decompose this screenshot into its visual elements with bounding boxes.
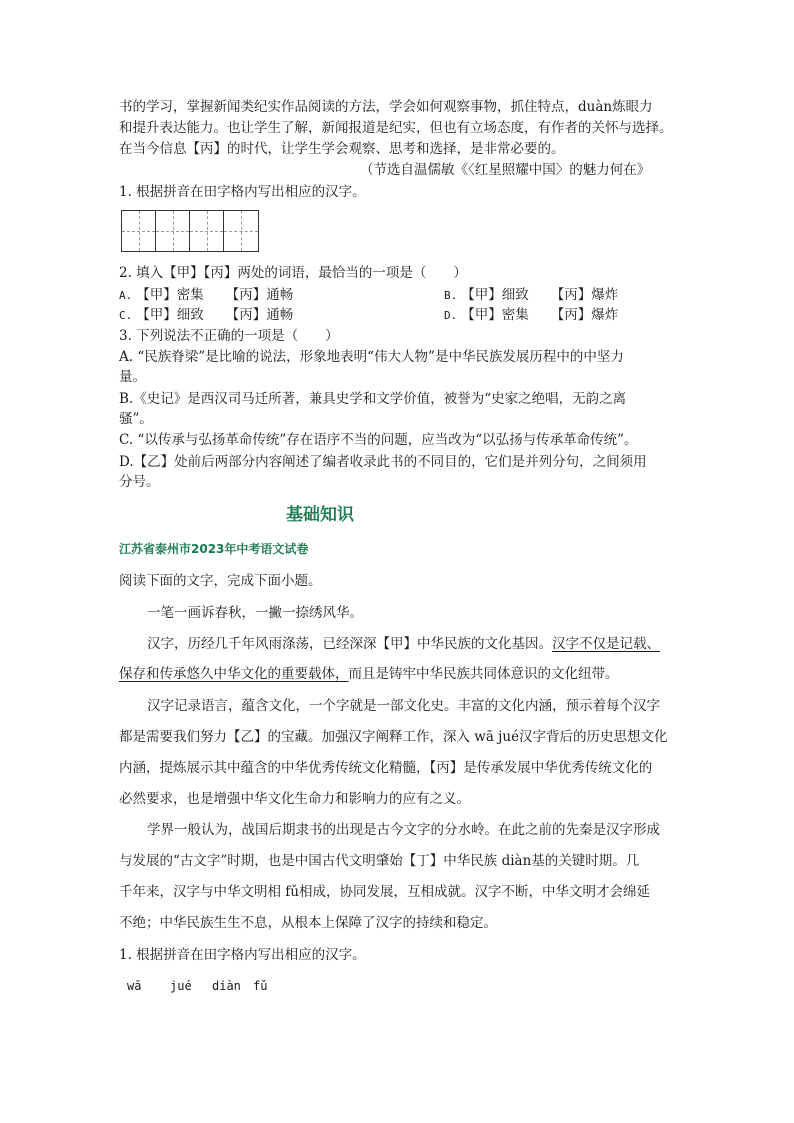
question-3-prompt: 3. 下列说法不正确的一项是（ ） bbox=[119, 328, 339, 344]
question-1-prompt: 1. 根据拼音在田字格内写出相应的汉字。 bbox=[119, 184, 366, 200]
q3-option-line[interactable]: A. “民族脊梁”是比喻的说法，形象地表明“伟大人物”是中华民族发展历程中的中坚力 bbox=[119, 349, 624, 365]
paragraph-1: 一笔一画诉春秋，一撇一捺绣风华。 bbox=[147, 605, 363, 621]
option-c[interactable]: C. 【甲】细致 【丙】通畅 bbox=[119, 307, 294, 323]
paragraph-4-line: 学界一般认为，战国后期隶书的出现是古今文字的分水岭。在此之前的先秦是汉字形成 bbox=[147, 822, 660, 838]
question-1-prompt: 1. 根据拼音在田字格内写出相应的汉字。 bbox=[119, 947, 366, 963]
paragraph-4-line: 千年来，汉字与中华文明相 fǔ相成，协同发展，互相成就。汉字不断，中华文明才会绵延 bbox=[119, 884, 650, 900]
option-d[interactable]: D. 【甲】密集 【丙】爆炸 bbox=[444, 307, 619, 323]
passage-line: 书的学习，掌握新闻类纪实作品阅读的方法，学会如何观察事物，抓住特点，duàn炼眼力 bbox=[119, 99, 653, 115]
passage-line: 在当今信息【丙】的时代，让学生学会观察、思考和选择，是非常必要的。 bbox=[119, 141, 565, 157]
paragraph-3-line: 必然要求，也是增强中华文化生命力和影响力的应有之义。 bbox=[119, 791, 470, 807]
q3-option-line[interactable]: B.《史记》是西汉司马迁所著，兼具史学和文学价值，被誉为“史家之绝唱，无韵之离 bbox=[119, 391, 627, 407]
underlined-sentence: 汉字不仅是记载、 bbox=[552, 636, 660, 652]
citation: （节选自温儒敏《〈红星照耀中国〉的魅力何在》 bbox=[360, 162, 651, 178]
paragraph-2-line: 保存和传承悠久中华文化的重要载体，而且是铸牢中华民族共同体意识的文化纽带。 bbox=[119, 666, 619, 682]
source-label: 江苏省泰州市2023年中考语文试卷 bbox=[119, 542, 309, 556]
q3-option-line: 量。 bbox=[119, 369, 146, 385]
tianzige-cell[interactable] bbox=[190, 211, 224, 251]
pinyin-label: diàn bbox=[212, 979, 241, 993]
pinyin-label: jué bbox=[170, 979, 192, 993]
option-b[interactable]: B. 【甲】细致 【丙】爆炸 bbox=[444, 287, 619, 303]
pinyin-label: fǔ bbox=[253, 979, 268, 993]
tianzige-grid[interactable] bbox=[121, 210, 259, 252]
underlined-sentence: 保存和传承悠久中华文化的重要载体， bbox=[119, 666, 349, 682]
question-2-prompt: 2. 填入【甲】【丙】两处的词语，最恰当的一项是（ ） bbox=[119, 265, 467, 281]
q3-option-line: 骚”。 bbox=[119, 411, 153, 427]
paragraph-3-line: 内涵，提炼展示其中蕴含的中华优秀传统文化精髓，【丙】是传承发展中华优秀传统文化的 bbox=[119, 760, 653, 776]
paragraph-2-line: 汉字，历经几千年风雨涤荡，已经深深【甲】中华民族的文化基因。汉字不仅是记载、 bbox=[147, 636, 660, 652]
tianzige-cell[interactable] bbox=[224, 211, 258, 251]
paragraph-4-line: 与发展的“古文字”时期，也是中国古代文明肇始【丁】中华民族 diàn基的关键时期。几 bbox=[119, 853, 640, 869]
paragraph-3-line: 汉字记录语言，蕴含文化，一个字就是一部文化史。丰富的文化内涵，预示着每个汉字 bbox=[147, 698, 660, 714]
q3-option-line[interactable]: C. “以传承与弘扬革命传统”存在语序不当的问题，应当改为“以弘扬与传承革命传统”。 bbox=[119, 432, 638, 448]
pinyin-label: wā bbox=[127, 979, 142, 993]
q3-option-line: 分号。 bbox=[119, 474, 160, 490]
passage-line: 和提升表达能力。也让学生了解，新闻报道是纪实，但也有立场态度，有作者的关怀与选择。 bbox=[119, 120, 673, 136]
paragraph-4-line: 不绝；中华民族生生不息，从根本上保障了汉字的持续和稳定。 bbox=[119, 915, 497, 931]
option-a[interactable]: A. 【甲】密集 【丙】通畅 bbox=[119, 287, 294, 303]
paragraph-3-line: 都是需要我们努力【乙】的宝藏。加强汉字阐释工作，深入 wā jué汉字背后的历史思想文化 bbox=[119, 729, 668, 745]
tianzige-cell[interactable] bbox=[156, 211, 190, 251]
instruction: 阅读下面的文字，完成下面小题。 bbox=[119, 573, 322, 589]
section-heading: 基础知识 bbox=[286, 505, 354, 525]
tianzige-cell[interactable] bbox=[122, 211, 156, 251]
q3-option-line[interactable]: D.【乙】处前后两部分内容阐述了编者收录此书的不同目的，它们是并列分句，之间须用 bbox=[119, 454, 647, 470]
